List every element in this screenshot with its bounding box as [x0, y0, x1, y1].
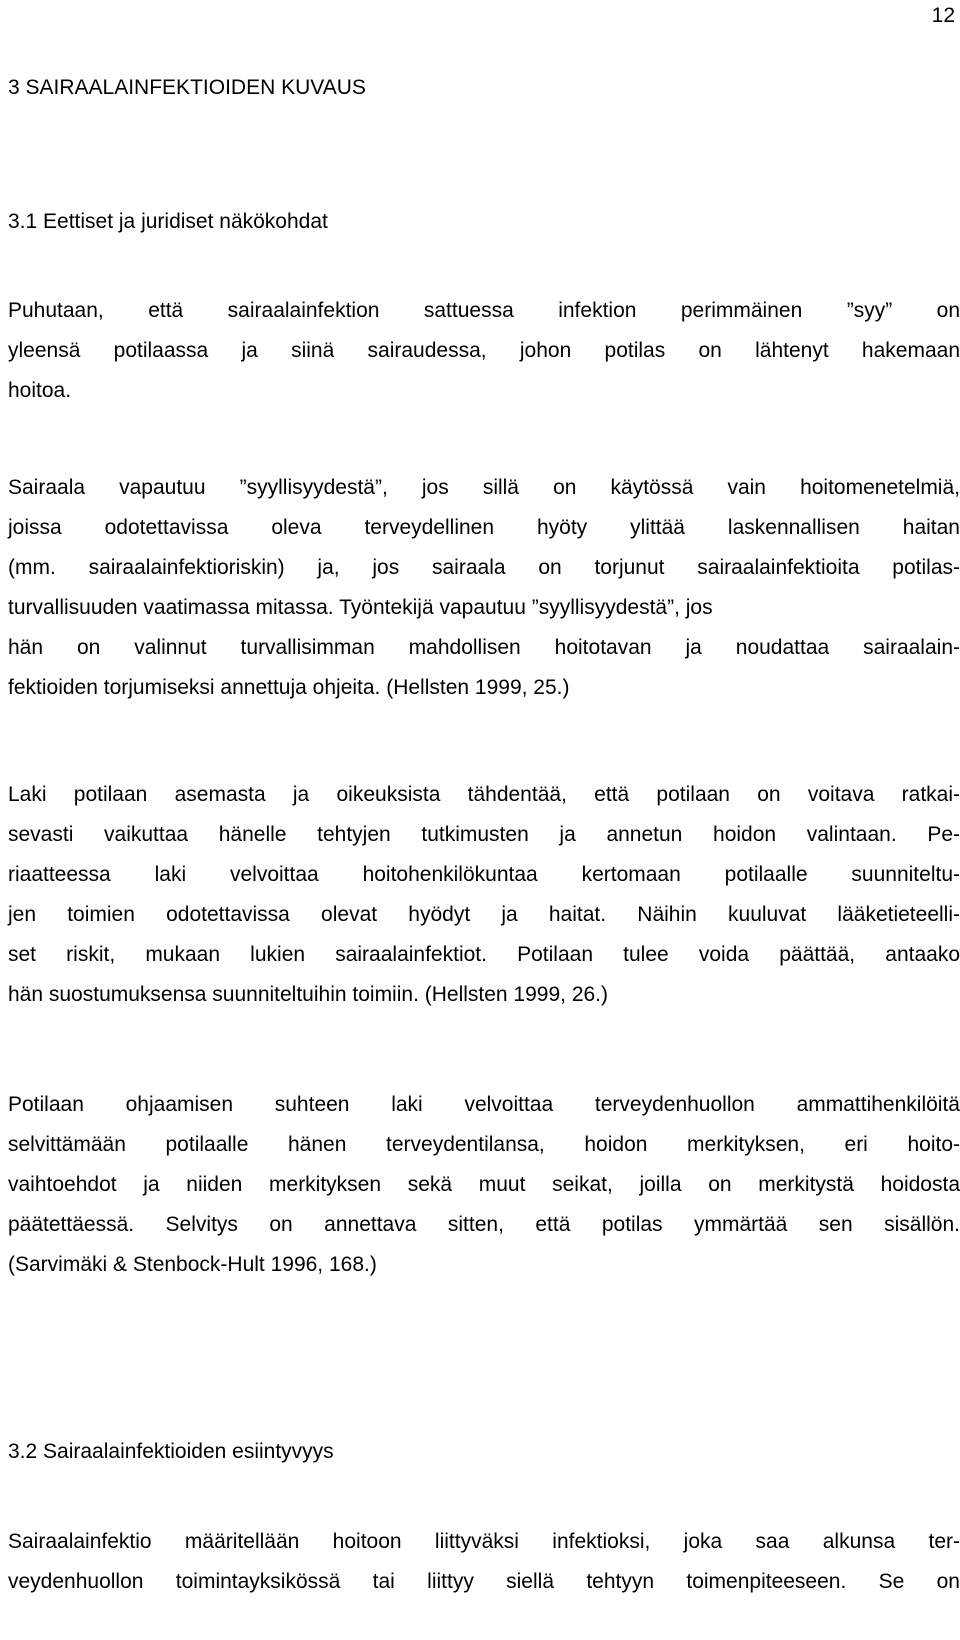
- text-line-content: (Sarvimäki & Stenbock-Hult 1996, 168.): [8, 1253, 377, 1276]
- text-line: [8, 291, 960, 331]
- text-line: [8, 775, 960, 815]
- text-line: [8, 1562, 960, 1602]
- text-line-content: Sairaala vapautuu ”syyllisyydestä”, jos sillä on käytössä vain hoitomenetelmiä,: [8, 476, 960, 499]
- text-line-content: sevasti vaikuttaa hänelle tehtyjen tutkimusten ja annetun hoidon valintaan. Pe-: [8, 823, 960, 846]
- text-line: [8, 1085, 960, 1125]
- text-line: [8, 548, 960, 588]
- text-line-content: Laki potilaan asemasta ja oikeuksista tähdentää, että potilaan on voitava ratkai-: [8, 783, 960, 806]
- text-line: [8, 1205, 960, 1245]
- text-line: [8, 895, 960, 935]
- text-line: [8, 855, 960, 895]
- text-line: [8, 668, 960, 708]
- text-line: [8, 588, 960, 628]
- paragraph: [8, 291, 960, 411]
- chapter-heading: 3 SAIRAALAINFEKTIOIDEN KUVAUS: [8, 76, 366, 99]
- text-line-content: yleensä potilaassa ja siinä sairaudessa, johon potilas on lähtenyt hakemaan: [8, 339, 960, 362]
- text-line-content: veydenhuollon toimintayksikössä tai liittyy siellä tehtyyn toimenpiteeseen. Se on: [8, 1570, 960, 1593]
- text-line-content: (mm. sairaalainfektioriskin) ja, jos sairaala on torjunut sairaalainfektioita potilas-: [8, 556, 960, 579]
- paragraph: [8, 775, 960, 1015]
- paragraph: [8, 1085, 960, 1285]
- text-line: [8, 1245, 960, 1285]
- section-heading: 3.2 Sairaalainfektioiden esiintyvyys: [8, 1440, 334, 1463]
- text-line-content: selvittämään potilaalle hänen terveydentilansa, hoidon merkityksen, eri hoito-: [8, 1133, 960, 1156]
- text-line: [8, 468, 960, 508]
- text-line: [8, 508, 960, 548]
- text-line-content: Sairaalainfektio määritellään hoitoon liittyväksi infektioksi, joka saa alkunsa ter-: [8, 1530, 960, 1553]
- text-line: [8, 1522, 960, 1562]
- text-line-content: riaatteessa laki velvoittaa hoitohenkilökuntaa kertomaan potilaalle suunniteltu-: [8, 863, 960, 886]
- text-line-content: vaihtoehdot ja niiden merkityksen sekä muut seikat, joilla on merkitystä hoidosta: [8, 1173, 960, 1196]
- text-line-content: turvallisuuden vaatimassa mitassa. Työntekijä vapautuu ”syyllisyydestä”, jos: [8, 596, 713, 619]
- text-line: [8, 371, 960, 411]
- text-line: [8, 1165, 960, 1205]
- text-line-content: päätettäessä. Selvitys on annettava sitten, että potilas ymmärtää sen sisällön.: [8, 1213, 960, 1236]
- text-line: [8, 935, 960, 975]
- section-heading: 3.1 Eettiset ja juridiset näkökohdat: [8, 210, 328, 233]
- paragraph: [8, 468, 960, 708]
- text-line: [8, 815, 960, 855]
- text-line-content: hän suostumuksensa suunniteltuihin toimiin. (Hellsten 1999, 26.): [8, 983, 609, 1006]
- text-line: [8, 331, 960, 371]
- text-line: [8, 1125, 960, 1165]
- text-line-content: jen toimien odotettavissa olevat hyödyt ja haitat. Näihin kuuluvat lääketieteelli-: [8, 903, 960, 926]
- text-line-content: Puhutaan, että sairaalainfektion sattuessa infektion perimmäinen ”syy” on: [8, 299, 960, 322]
- paragraph: [8, 1522, 960, 1602]
- text-line-content: joissa odotettavissa oleva terveydellinen hyöty ylittää laskennallisen haitan: [8, 516, 960, 539]
- text-line-content: set riskit, mukaan lukien sairaalainfektiot. Potilaan tulee voida päättää, antaako: [8, 943, 960, 966]
- text-line-content: fektioiden torjumiseksi annettuja ohjeita. (Hellsten 1999, 25.): [8, 676, 570, 699]
- page-number: 12: [931, 4, 955, 27]
- text-line-content: Potilaan ohjaamisen suhteen laki velvoittaa terveydenhuollon ammattihenkilöitä: [8, 1093, 960, 1116]
- text-line-content: hoitoa.: [8, 379, 72, 402]
- text-line: [8, 628, 960, 668]
- text-line: [8, 975, 960, 1015]
- text-line-content: hän on valinnut turvallisimman mahdollisen hoitotavan ja noudattaa sairaalain-: [8, 636, 960, 659]
